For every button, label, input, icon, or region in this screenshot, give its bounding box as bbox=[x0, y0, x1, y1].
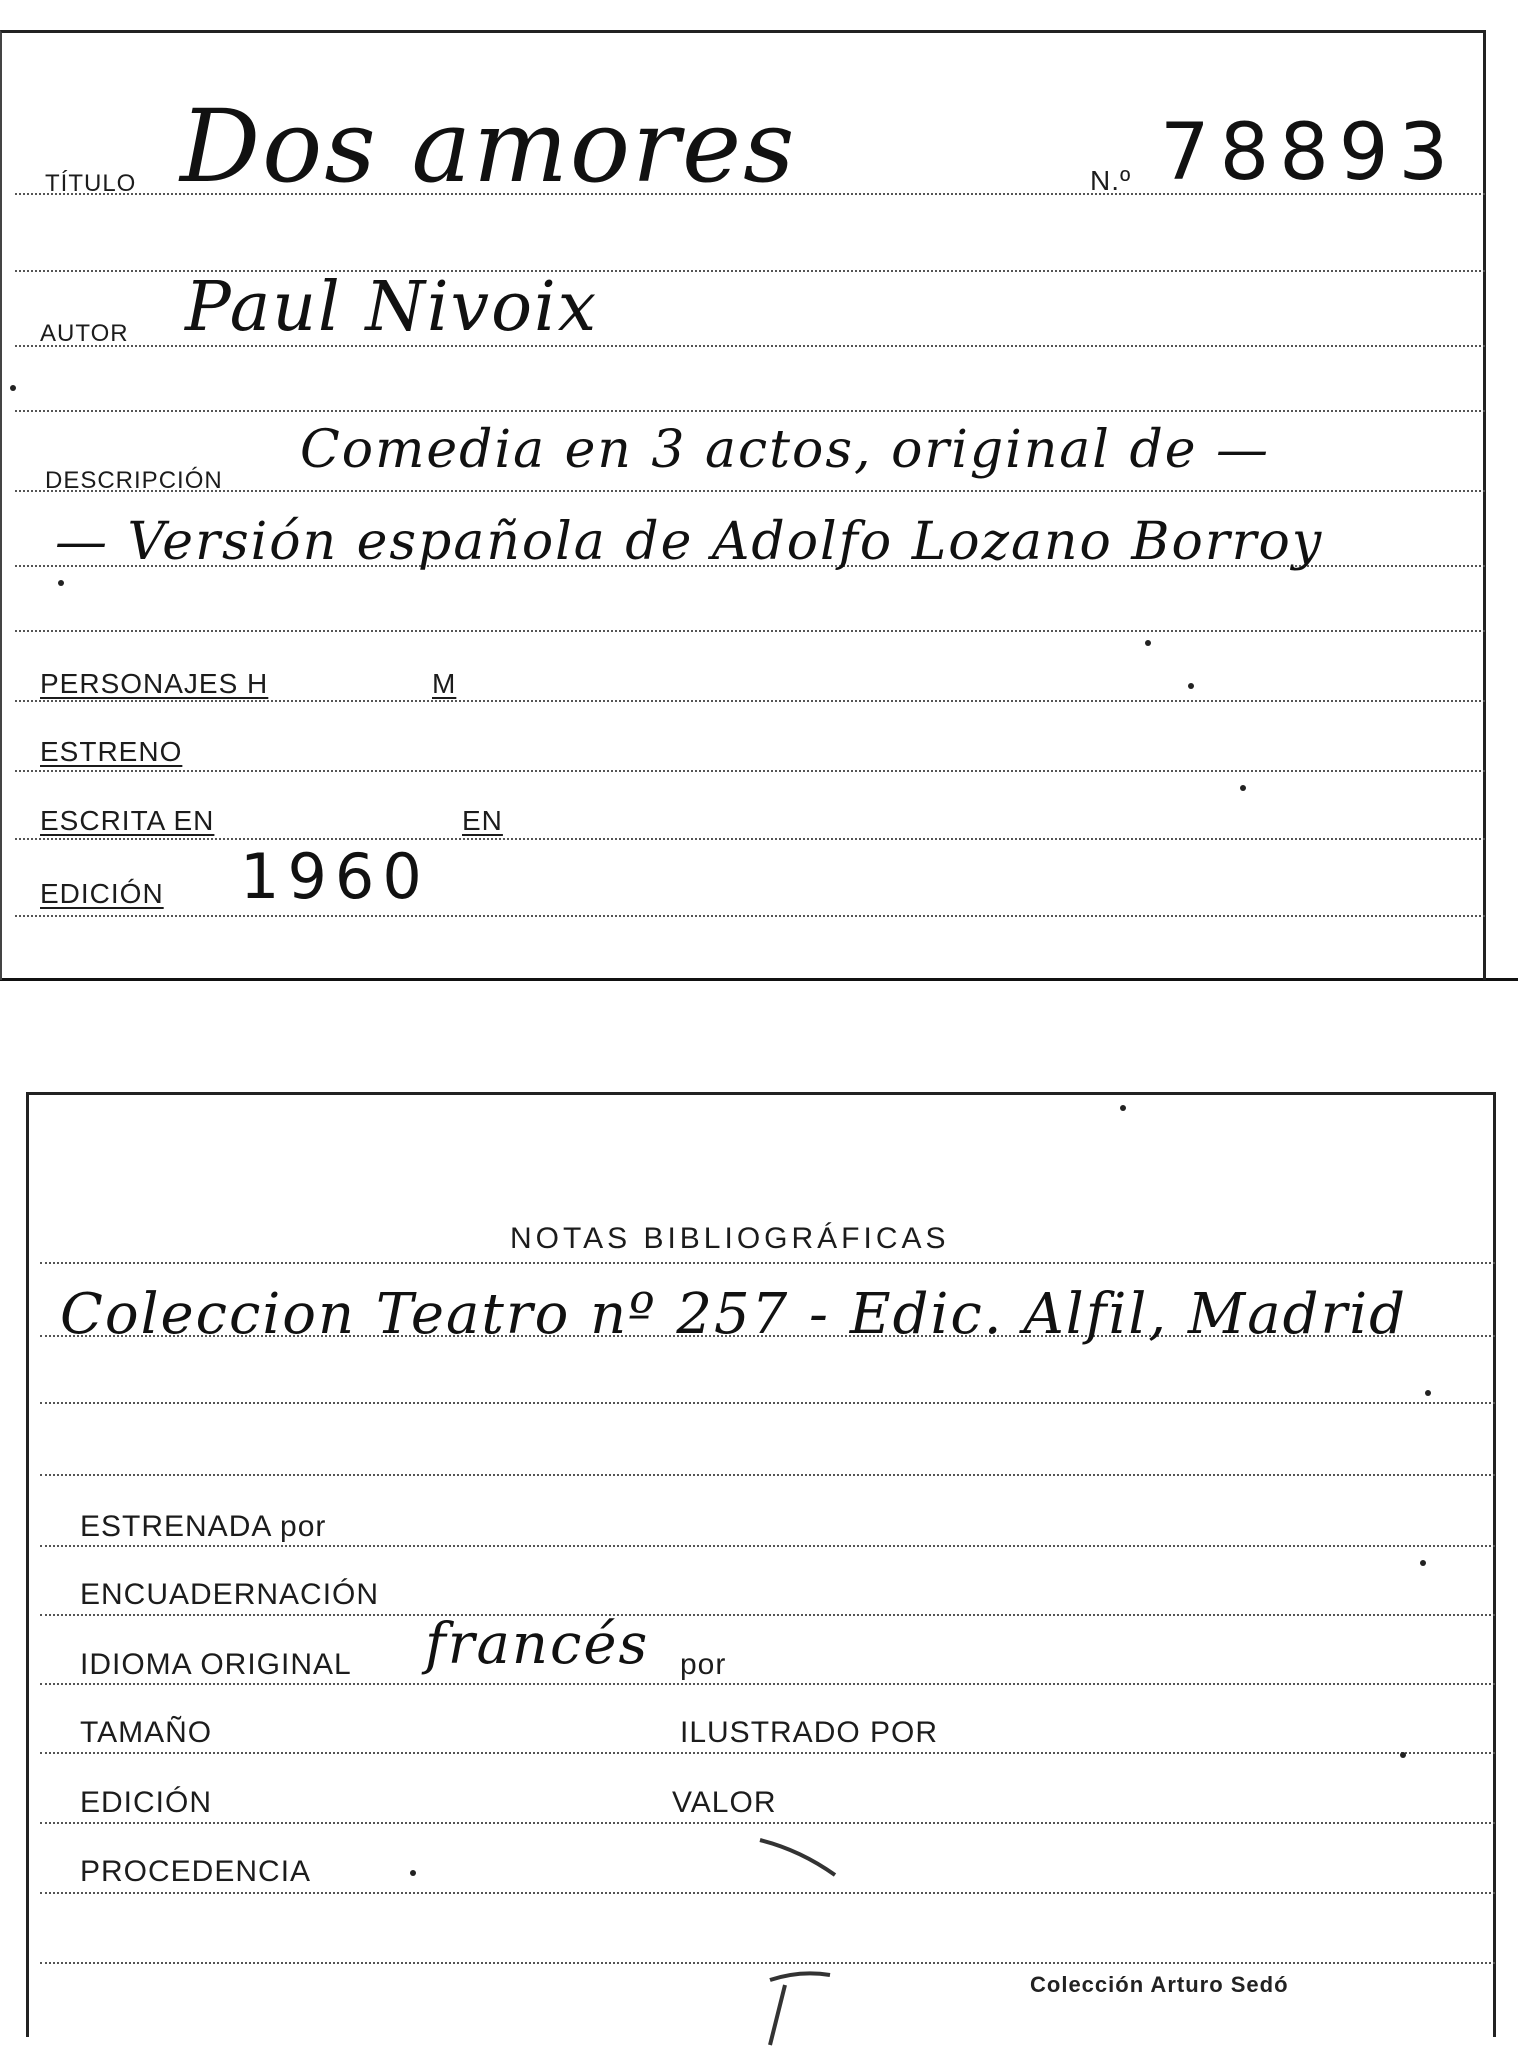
collection-credit: Colección Arturo Sedó bbox=[1030, 1972, 1289, 1997]
edicion-label-back: EDICIÓN bbox=[80, 1786, 213, 1819]
dotted-rule bbox=[40, 1262, 1495, 1264]
descripcion-line2: — Versión española de Adolfo Lozano Borroy bbox=[55, 512, 1324, 572]
escrita-en-label: ESCRITA EN bbox=[40, 805, 215, 836]
dotted-rule bbox=[15, 838, 1485, 840]
numero-value: 78893 bbox=[1160, 108, 1459, 198]
personajes-label: PERSONAJES H bbox=[40, 668, 269, 699]
ink-speck bbox=[58, 580, 64, 586]
numero-label: N.º bbox=[1090, 165, 1132, 196]
dotted-rule bbox=[40, 1683, 1495, 1685]
dotted-rule bbox=[15, 770, 1485, 772]
ink-speck bbox=[10, 385, 16, 391]
dotted-rule bbox=[40, 1474, 1495, 1476]
ink-speck bbox=[1120, 1105, 1126, 1111]
personajes-m-label: M bbox=[432, 668, 457, 699]
edicion-value: 1960 bbox=[240, 840, 430, 913]
dotted-rule bbox=[40, 1614, 1495, 1616]
por-label: por bbox=[680, 1648, 727, 1681]
ink-speck bbox=[1188, 683, 1194, 689]
procedencia-label: PROCEDENCIA bbox=[80, 1855, 312, 1888]
ink-speck bbox=[410, 1870, 416, 1876]
tamano-label: TAMAÑO bbox=[80, 1716, 213, 1749]
dotted-rule bbox=[15, 490, 1485, 492]
hole-punch-mark bbox=[740, 1820, 860, 2056]
notas-line1: Coleccion Teatro nº 257 - Edic. Alfil, Madrid bbox=[60, 1282, 1407, 1347]
en-label: EN bbox=[462, 805, 503, 836]
estrenada-label: ESTRENADA por bbox=[80, 1510, 327, 1543]
ink-speck bbox=[1400, 1752, 1406, 1758]
autor-value: Paul Nivoix bbox=[185, 268, 599, 347]
ink-speck bbox=[1425, 1390, 1431, 1396]
valor-label: VALOR bbox=[672, 1786, 777, 1819]
dotted-rule bbox=[40, 1752, 1495, 1754]
idioma-original-value: francés bbox=[425, 1612, 650, 1677]
notas-bibliograficas-title: NOTAS BIBLIOGRÁFICAS bbox=[510, 1222, 950, 1255]
encuadernacion-label: ENCUADERNACIÓN bbox=[80, 1578, 380, 1611]
autor-label: AUTOR bbox=[40, 320, 129, 347]
ink-speck bbox=[1240, 785, 1246, 791]
descripcion-line1: Comedia en 3 actos, original de — bbox=[300, 420, 1271, 480]
dotted-rule bbox=[40, 1545, 1495, 1547]
titulo-label: TÍTULO bbox=[45, 170, 137, 197]
dotted-rule bbox=[15, 700, 1485, 702]
dotted-rule bbox=[15, 915, 1485, 917]
ilustrado-por-label: ILUSTRADO POR bbox=[680, 1716, 939, 1749]
estreno-label: ESTRENO bbox=[40, 736, 183, 767]
dotted-rule bbox=[15, 410, 1485, 412]
ink-speck bbox=[1420, 1560, 1426, 1566]
edicion-label: EDICIÓN bbox=[40, 878, 164, 909]
titulo-value: Dos amores bbox=[180, 88, 797, 205]
dotted-rule bbox=[15, 630, 1485, 632]
ink-speck bbox=[1145, 640, 1151, 646]
descripcion-label: DESCRIPCIÓN bbox=[45, 467, 223, 494]
idioma-original-label: IDIOMA ORIGINAL bbox=[80, 1648, 352, 1681]
dotted-rule bbox=[40, 1402, 1495, 1404]
